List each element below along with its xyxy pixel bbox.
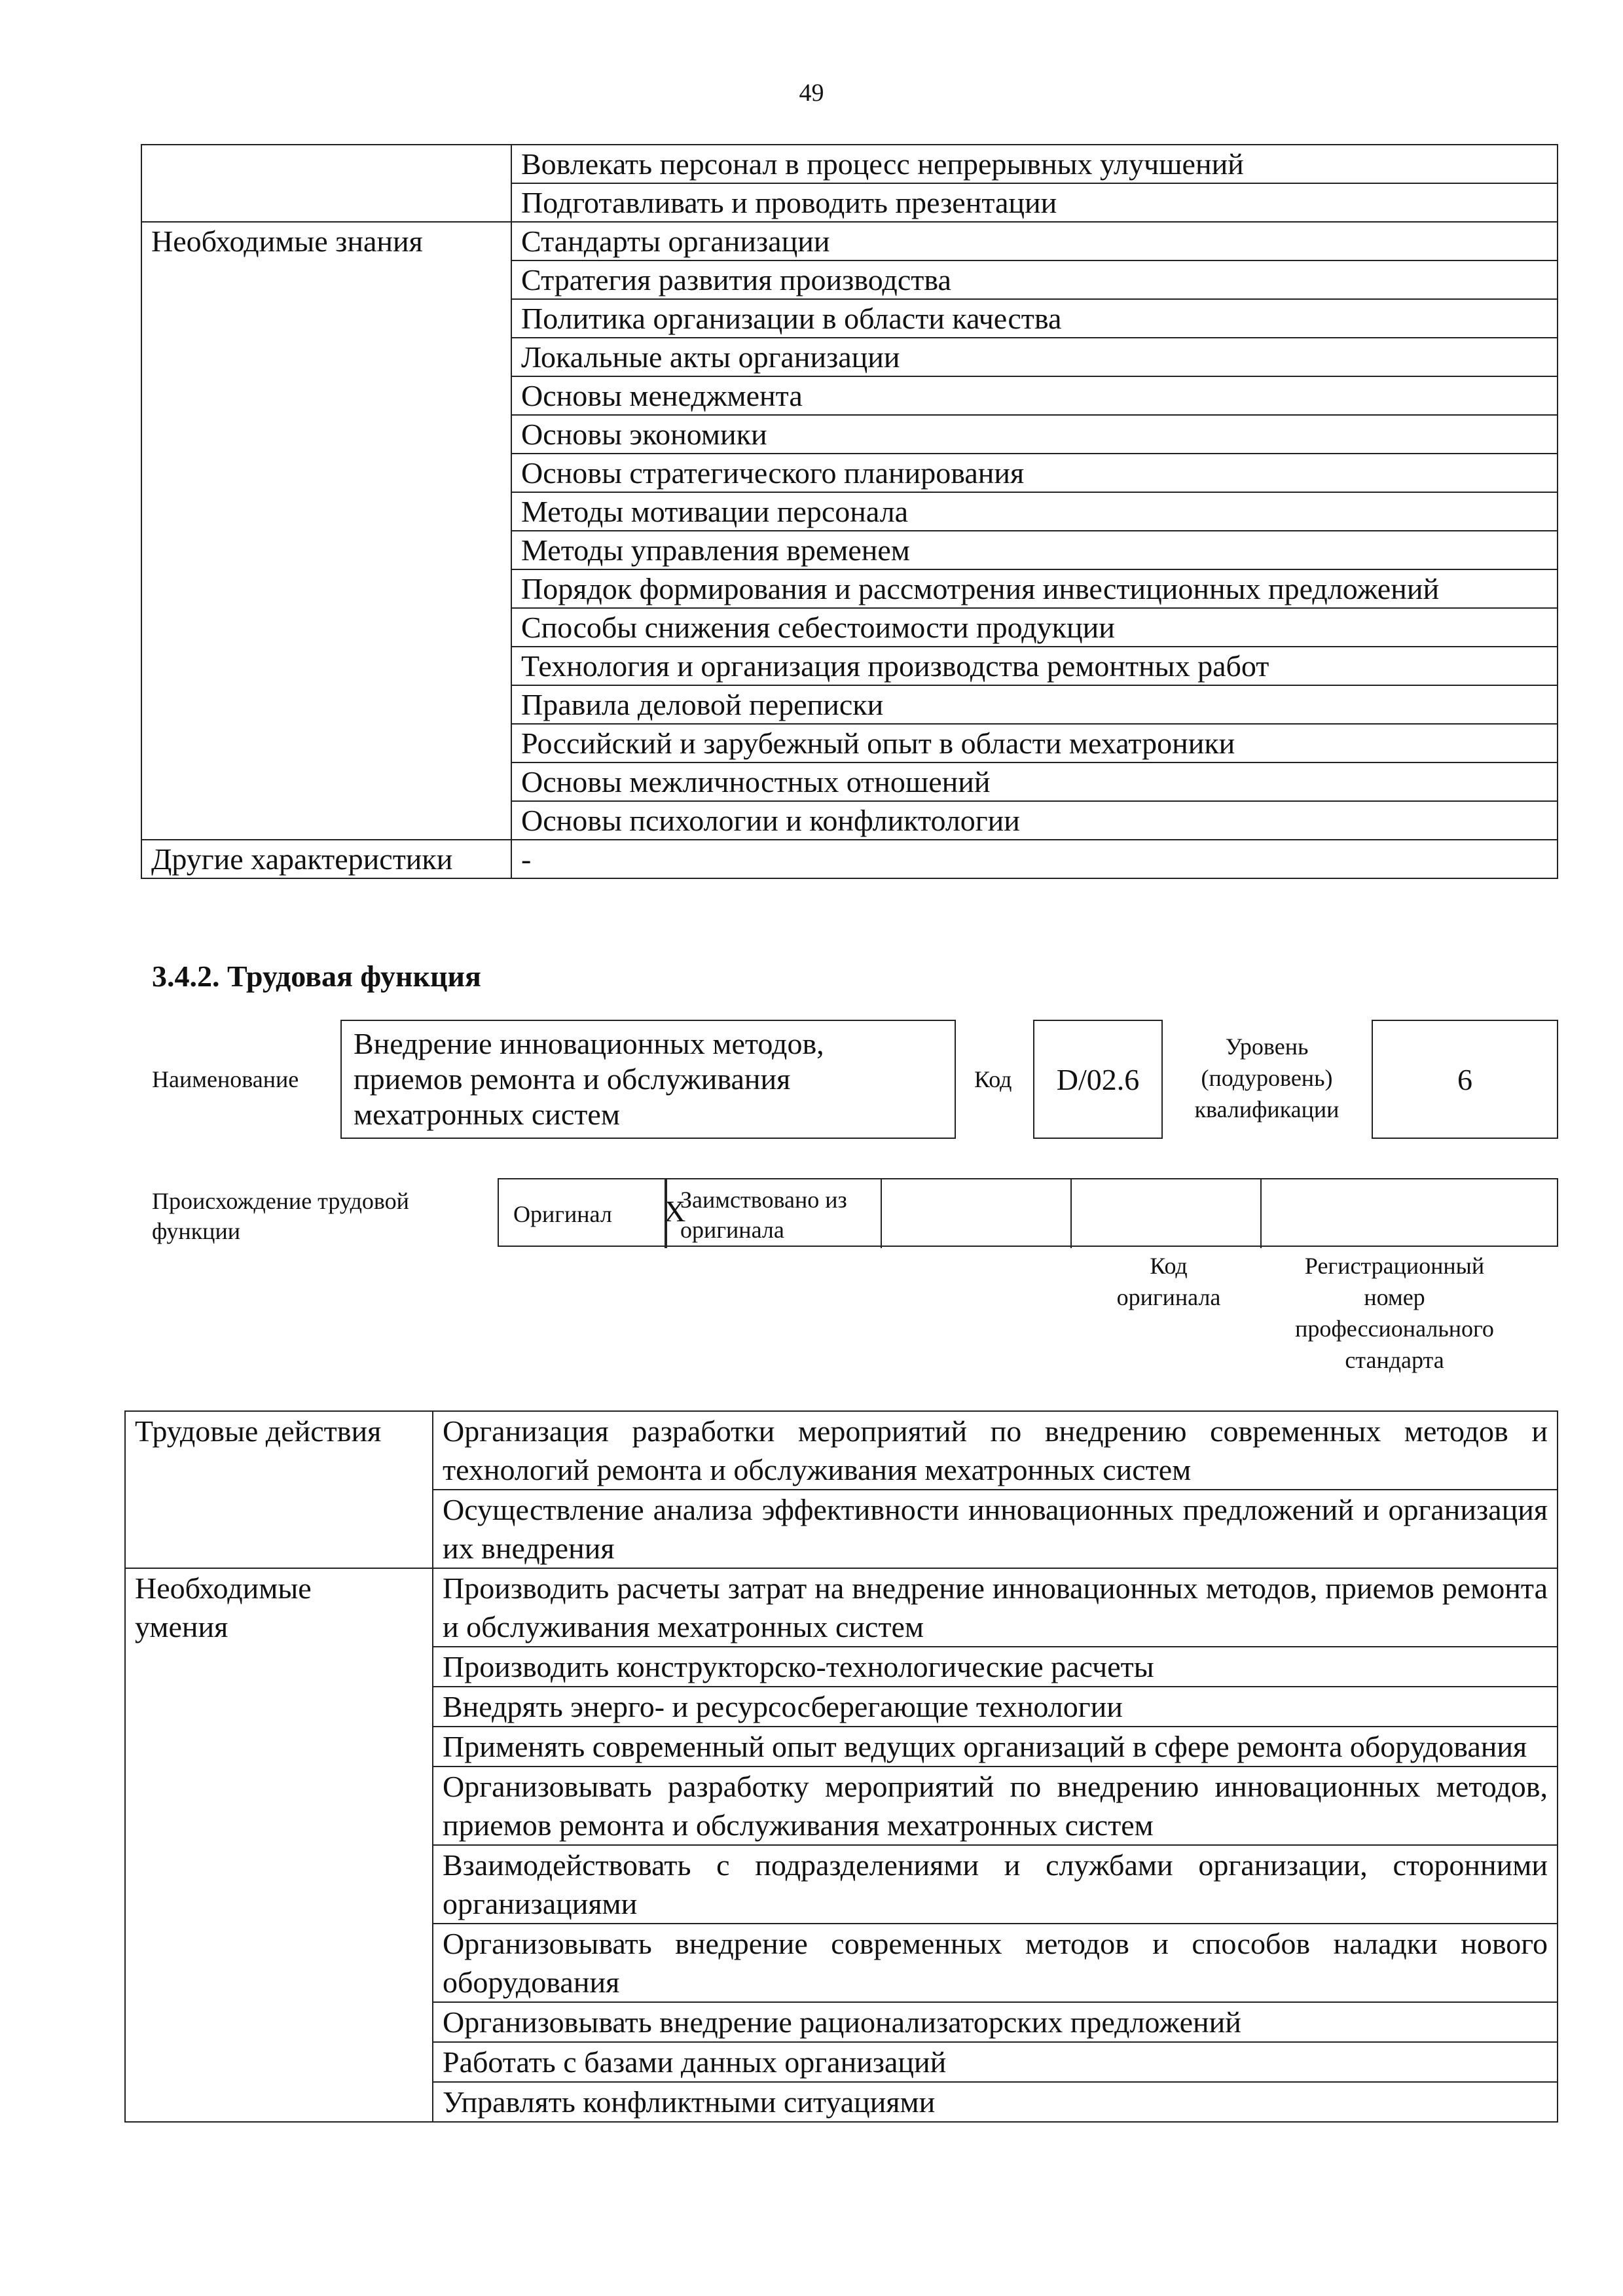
origin-code-cell xyxy=(1072,1179,1262,1248)
section-title: 3.4.2. Трудовая функция xyxy=(152,960,481,993)
table-cell: Осуществление анализа эффективности инновационных предложений и организация их внедрения xyxy=(433,1490,1558,1568)
table-cell: Основы психологии и конфликтологии xyxy=(511,801,1558,840)
borrowed-label-line: оригинала xyxy=(680,1217,784,1243)
table-row xyxy=(141,222,1558,260)
function-name-line: мехатронных систем xyxy=(354,1098,620,1131)
caption-line: Код xyxy=(1150,1253,1188,1279)
table-cell: Методы мотивации персонала xyxy=(511,492,1558,531)
table-row xyxy=(125,1411,1558,1490)
table-cell: Правила деловой переписки xyxy=(511,685,1558,724)
row-label-actions: Трудовые действия xyxy=(125,1411,433,1568)
origin-row xyxy=(498,1178,1558,1247)
table-cell: - xyxy=(511,840,1558,878)
table-row xyxy=(141,145,1558,183)
row-label-other: Другие характеристики xyxy=(141,840,511,878)
table-cell: Внедрять энерго- и ресурсосберегающие технологии xyxy=(433,1687,1558,1727)
function-name-line: приемов ремонта и обслуживания xyxy=(354,1062,791,1096)
origin-empty-cell xyxy=(882,1179,1072,1248)
code-box xyxy=(1033,1020,1163,1139)
table-cell: Способы снижения себестоимости продукции xyxy=(511,608,1558,647)
table-cell: Организовывать внедрение современных методов и способов наладки нового оборудования xyxy=(433,1924,1558,2002)
table-cell: Вовлекать персонал в процесс непрерывных улучшений xyxy=(511,145,1558,183)
table-cell: Организовывать внедрение рационализаторских предложений xyxy=(433,2002,1558,2042)
row-label-skills xyxy=(125,1568,433,2122)
level-box xyxy=(1372,1020,1558,1139)
level-label-line: Уровень xyxy=(1225,1033,1309,1060)
table-row xyxy=(125,1568,1558,1647)
table-cell: Политика организации в области качества xyxy=(511,299,1558,338)
caption-reg xyxy=(1264,1250,1525,1376)
caption-line: оригинала xyxy=(1116,1284,1221,1310)
row-label-knowledge: Необходимые знания xyxy=(141,222,511,840)
caption-line: Регистрационный xyxy=(1304,1253,1485,1279)
table-cell: Порядок формирования и рассмотрения инвестиционных предложений xyxy=(511,569,1558,608)
table-cell: Стандарты организации xyxy=(511,222,1558,260)
name-label: Наименование xyxy=(152,1066,299,1092)
table-cell: Российский и зарубежный опыт в области мехатроники xyxy=(511,724,1558,762)
table-cell: Подготавливать и проводить презентации xyxy=(511,183,1558,222)
table-cell: Организовывать разработку мероприятий по внедрению инновационных методов, приемов ремонта и обслуживания мехатронных систем xyxy=(433,1767,1558,1845)
original-label: Оригинал xyxy=(513,1201,612,1227)
table-cell: Взаимодействовать с подразделениями и службами организации, сторонними организациями xyxy=(433,1845,1558,1924)
origin-reg-cell xyxy=(1262,1179,1557,1248)
code-value: D/02.6 xyxy=(1056,1062,1140,1096)
table-cell: Основы экономики xyxy=(511,415,1558,454)
level-label-line: квалификации xyxy=(1194,1096,1340,1122)
table-cell: Производить конструкторско-технологические расчеты xyxy=(433,1647,1558,1687)
origin-label xyxy=(152,1186,409,1246)
table-row xyxy=(141,840,1558,878)
caption-line: номер xyxy=(1364,1284,1425,1310)
origin-label-line: функции xyxy=(152,1218,240,1244)
table-cell: Основы межличностных отношений xyxy=(511,762,1558,801)
table-cell: Работать с базами данных организаций xyxy=(433,2042,1558,2082)
origin-borrowed-cell xyxy=(666,1179,882,1248)
borrowed-label-line: Заимствовано из xyxy=(680,1187,847,1213)
caption-code xyxy=(1074,1250,1264,1313)
table-cell: Методы управления временем xyxy=(511,531,1558,569)
table-cell: Технология и организация производства ремонтных работ xyxy=(511,647,1558,685)
table-cell: Организация разработки мероприятий по внедрению современных методов и технологий ремонта и обслуживания мехатронных систем xyxy=(433,1411,1558,1490)
table-cell: Стратегия развития производства xyxy=(511,260,1558,299)
row-label-line: умения xyxy=(135,1610,228,1643)
function-name-line: Внедрение инновационных методов, xyxy=(354,1027,824,1060)
borrowed-label xyxy=(680,1185,847,1245)
table-cell: Применять современный опыт ведущих организаций в сфере ремонта оборудования xyxy=(433,1727,1558,1767)
table-cell: Управлять конфликтными ситуациями xyxy=(433,2082,1558,2122)
actions-skills-table xyxy=(124,1410,1558,2123)
page-number: 49 xyxy=(799,79,824,107)
code-label: Код xyxy=(974,1066,1012,1092)
level-label xyxy=(1165,1031,1368,1125)
knowledge-table xyxy=(141,144,1558,879)
caption-line: стандарта xyxy=(1345,1347,1444,1373)
caption-line: профессионального xyxy=(1295,1316,1494,1342)
row-label xyxy=(141,145,511,222)
table-cell: Локальные акты организации xyxy=(511,338,1558,376)
table-cell: Производить расчеты затрат на внедрение инновационных методов, приемов ремонта и обслуживания мехатронных систем xyxy=(433,1568,1558,1647)
origin-original-cell xyxy=(499,1179,686,1248)
function-name-box xyxy=(340,1020,956,1139)
level-value: 6 xyxy=(1457,1062,1472,1096)
table-cell: Основы стратегического планирования xyxy=(511,454,1558,492)
table-cell: Основы менеджмента xyxy=(511,376,1558,415)
row-label-line: Необходимые xyxy=(135,1571,312,1605)
level-label-line: (подуровень) xyxy=(1201,1065,1333,1091)
original-mark: X xyxy=(664,1194,686,1228)
origin-label-line: Происхождение трудовой xyxy=(152,1188,409,1214)
